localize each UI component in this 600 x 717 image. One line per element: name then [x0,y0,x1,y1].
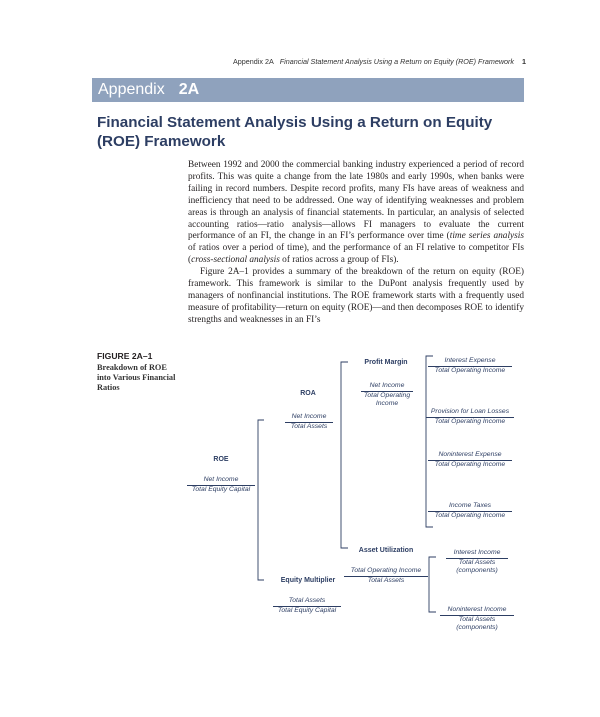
provision-numerator: Provision for Loan Losses [426,408,514,418]
noninterest-income-numerator: Noninterest Income [440,606,514,616]
income-taxes-denominator: Total Operating Income [434,511,506,519]
paragraph-2: Figure 2A–1 provides a summary of the breakdown of the return on equity (ROE) framework. This framework is similar to the DuPont analysis frequently used by managers of nonfinancial institutions. The ROE framework starts with a frequently used measure of profitability—return on equity (ROE)—and then decomposes ROE to identify strengths and weaknesses in an FI’s [188,267,524,325]
roe-numerator: Net Income [187,476,255,486]
asset-utilization-denominator: Total Assets [367,576,405,584]
asset-utilization-numerator: Total Operating Income [344,567,428,577]
roa-bracket [341,362,348,548]
profit-margin-denominator-2: Income [375,400,399,408]
running-head-title: Financial Statement Analysis Using a Return on Equity (ROE) Framework [279,57,514,66]
page-number: 1 [522,57,526,66]
noninterest-income-fraction [440,606,514,633]
interest-expense-denominator: Total Operating Income [434,366,506,374]
provision-fraction [426,408,514,426]
income-taxes-numerator: Income Taxes [428,502,512,512]
income-taxes-fraction [428,502,512,520]
figure-caption: Breakdown of ROE into Various Financial Ratios [97,363,176,392]
interest-income-numerator: Interest Income [446,549,508,559]
profit-margin-fraction [361,382,413,409]
asset-utilization-label: Asset Utilization [358,547,414,554]
roe-bracket [258,420,264,580]
roe-denominator: Total Equity Capital [191,485,251,493]
interest-income-denominator-2: (components) [456,567,498,575]
noninterest-expense-fraction [428,451,512,469]
noninterest-income-denominator-1: Total Assets [458,615,496,623]
profit-margin-denominator-1: Total Operating [363,391,411,399]
equity-multiplier-label: Equity Multiplier [280,577,336,584]
noninterest-income-denominator-2: (components) [456,624,498,632]
paragraph-1: Between 1992 and 2000 the commercial banking industry experienced a period of record profits. This was quite a change from the late 1980s and early 1990s, when banks were failing in record numbers. Despite record profits, many FIs have areas of weakness and inefficiency that need to be addressed. One way of identifying weaknesses and problem areas is through an analysis of financial statements. In particular, an analysis of selected accounting ratios—ratio analysis—allows FI managers to evaluate the current performance of an FI, the change in an FI’s performance over time (time series analysis of ratios over a period of time), and the performance of an FI relative to competitor FIs (cross-sectional analysis of ratios across a group of FIs). [188,160,524,266]
asset-utilization-fraction [344,567,428,585]
noninterest-expense-denominator: Total Operating Income [434,460,506,468]
profit-margin-label: Profit Margin [364,359,408,366]
banner-number: 2A [178,81,200,98]
interest-income-denominator-1: Total Assets [458,558,496,566]
interest-expense-numerator: Interest Expense [428,357,512,367]
provision-denominator: Total Operating Income [434,417,506,425]
equity-multiplier-denominator: Total Equity Capital [277,606,337,614]
roe-label: ROE [213,456,229,463]
asset-utilization-bracket [429,557,436,612]
interest-expense-fraction [428,357,512,375]
equity-multiplier-fraction [273,597,341,615]
running-head-appendix: Appendix 2A [233,57,274,66]
roa-label: ROA [300,390,316,397]
roa-numerator: Net Income [285,413,333,423]
equity-multiplier-numerator: Total Assets [273,597,341,607]
interest-income-fraction [446,549,508,576]
page-title: Financial Statement Analysis Using a Return on Equity (ROE) Framework [97,114,493,150]
banner-label: Appendix [98,81,165,98]
noninterest-expense-numerator: Noninterest Expense [428,451,512,461]
profit-margin-numerator: Net Income [361,382,413,392]
roa-fraction [285,413,333,431]
roa-denominator: Total Assets [290,422,328,430]
roe-fraction [187,476,255,494]
figure-number: FIGURE 2A–1 [97,351,153,361]
